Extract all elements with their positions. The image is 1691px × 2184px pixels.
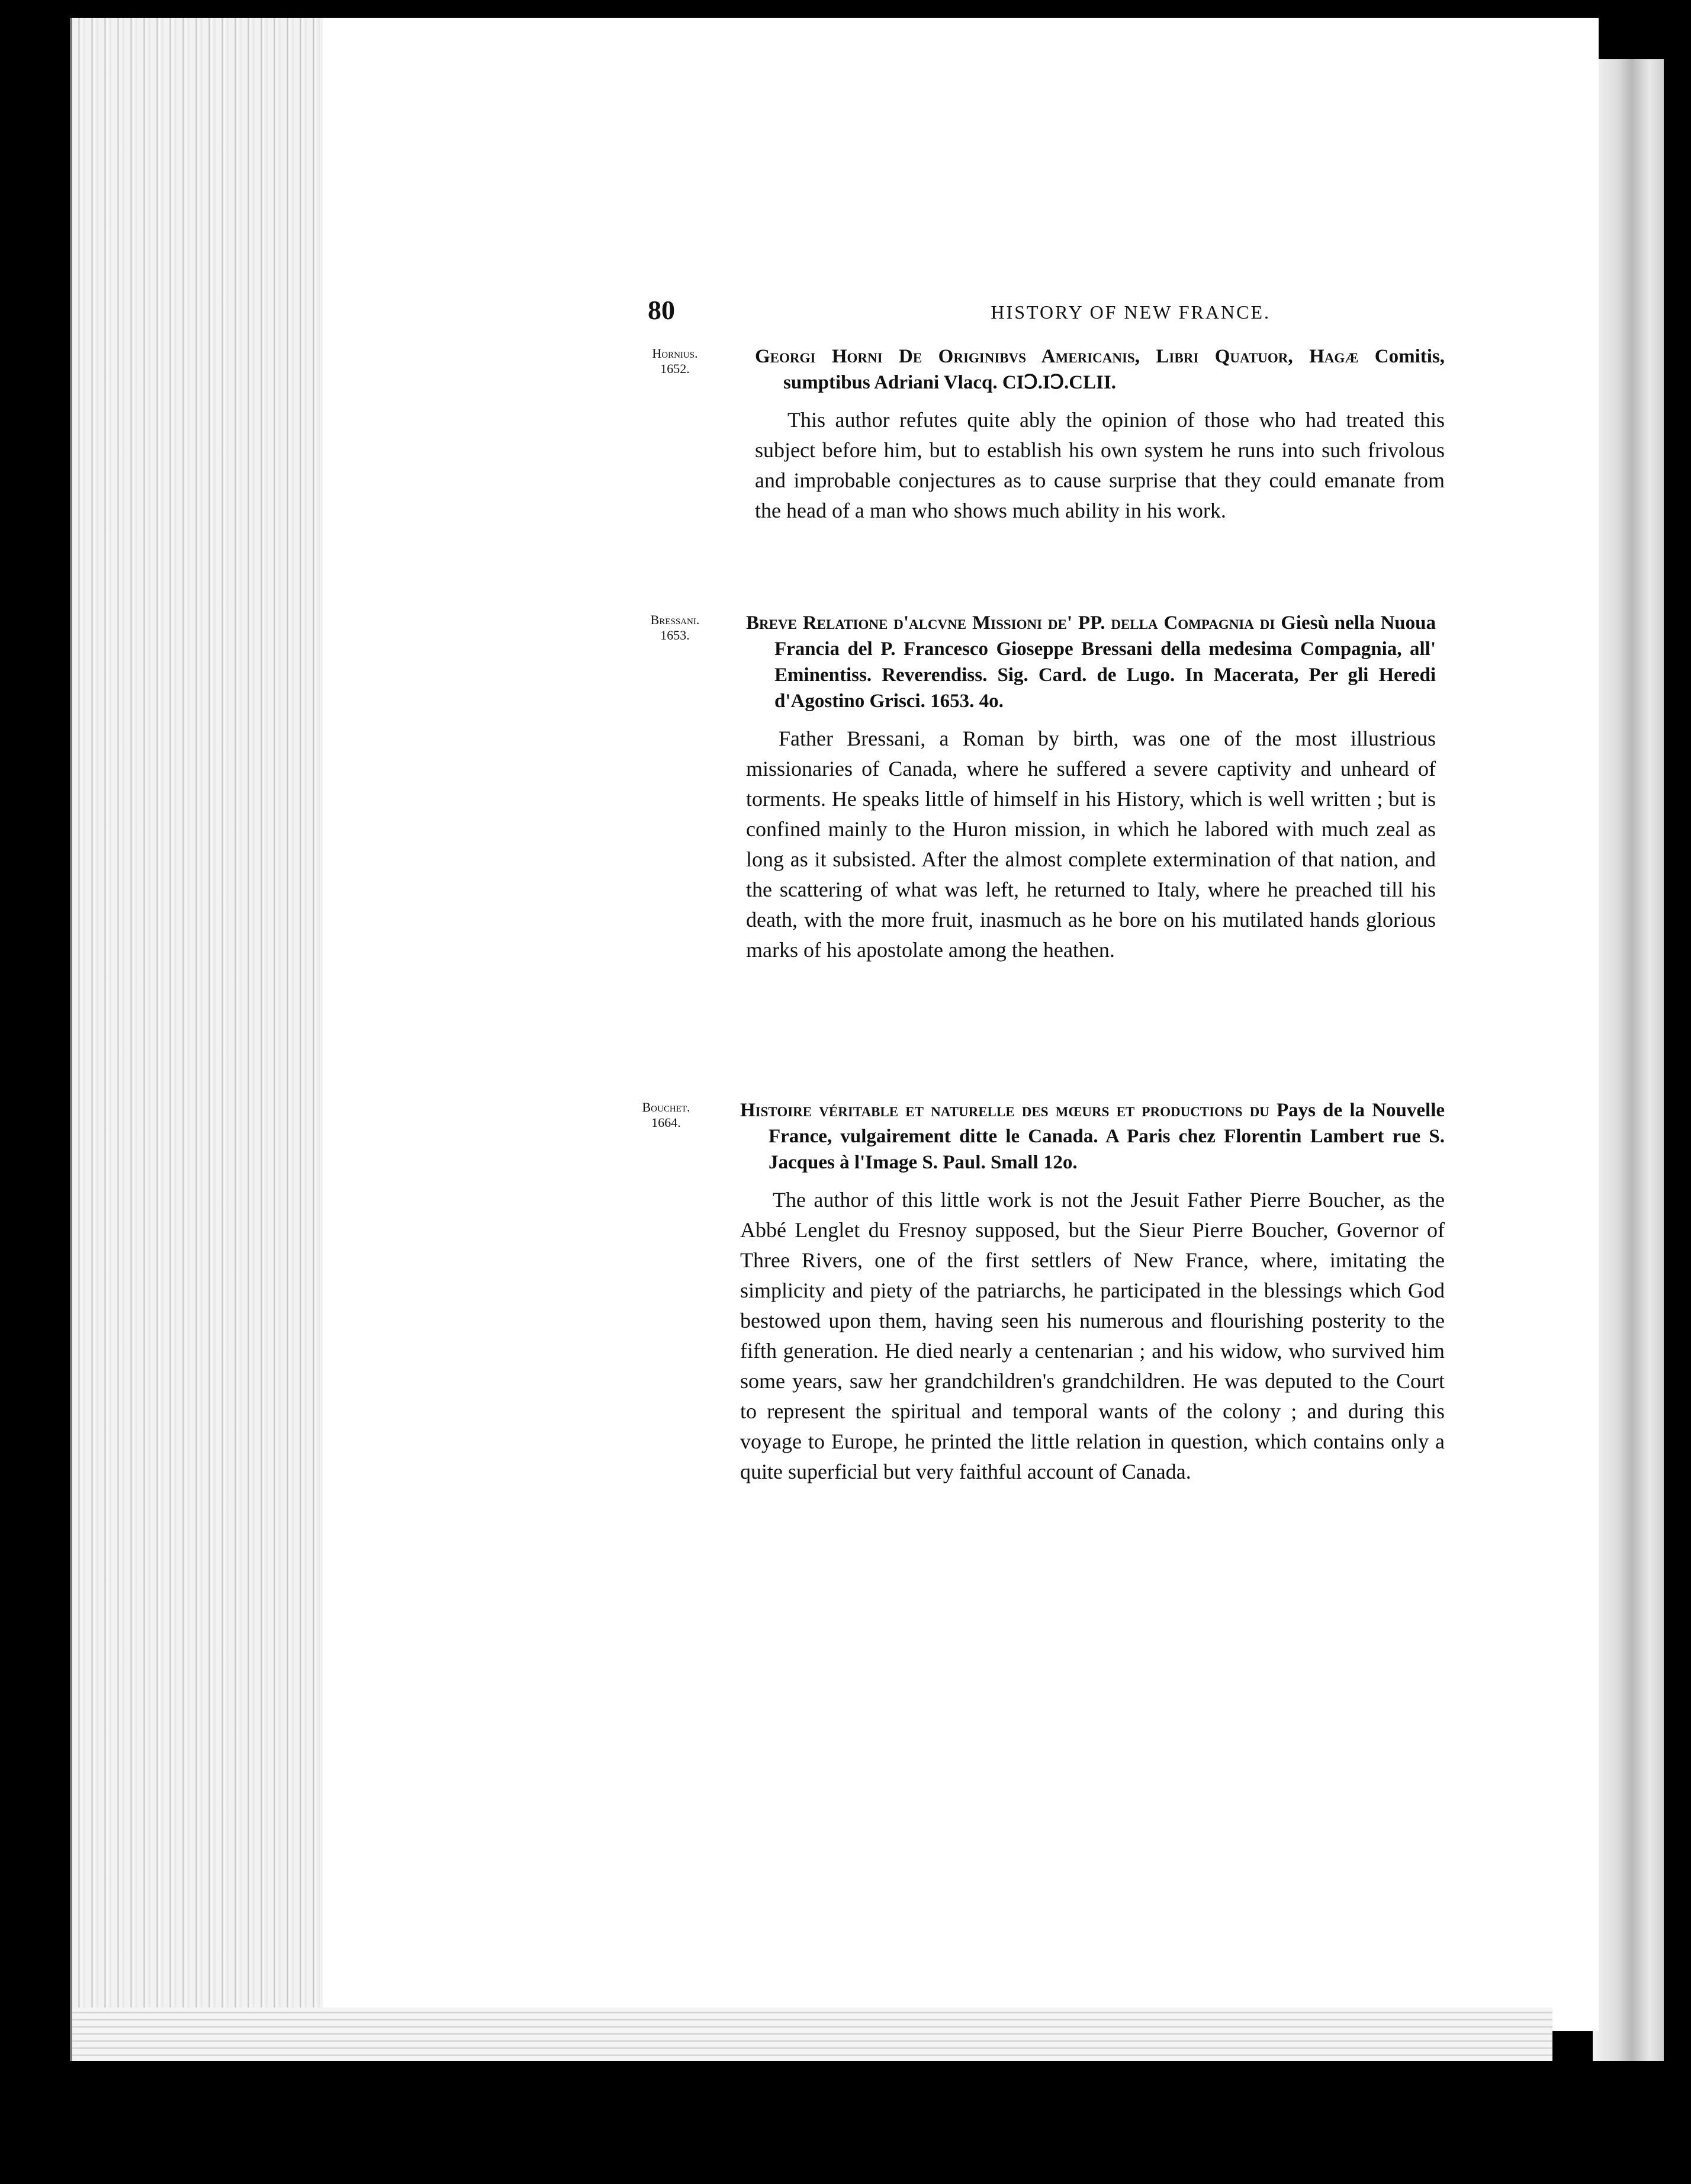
- margin-note: [628, 612, 722, 643]
- binding-shadow: [1593, 59, 1664, 2061]
- citation-details: Pays de la Nouvelle France, vulgairement ditte le Canada. A Paris chez Florentin Lambert rue S. Jacques à l'Image S. Paul. Small 12o.: [769, 1100, 1445, 1173]
- margin-year: 1653.: [660, 628, 690, 643]
- margin-year: 1664.: [651, 1115, 681, 1130]
- citation-details: Giesù nella Nuoua Francia del P. Francesco Gioseppe Bressani della medesima Compagnia, all' Eminentiss. Reverendiss. Sig. Card. de Lugo. In Macerata, Per gli Heredi d'Agostino Grisci. 1653. 4o.: [774, 612, 1436, 712]
- entry-text: Father Bressani, a Roman by birth, was one of the most illustrious missionaries of Canada, where he suffered a severe captivity and unheard of torments. He speaks little of himself in his History, which is well written ; but is confined mainly to the Huron mission, in which he labored with much zeal as long as it subsisted. After the almost complete extermination of that nation, and the scattering of what was left, he returned to Italy, where he preached till his death, with the more fruit, inasmuch as he bore on his mutilated hands glorious marks of his apostolate among the heathen.: [746, 727, 1436, 962]
- margin-year: 1652.: [660, 361, 690, 376]
- margin-note: [619, 1100, 713, 1130]
- page-stack-edges: [70, 18, 351, 2061]
- citation: [740, 1097, 1445, 1175]
- citation-title: Histoire véritable et naturelle des mœurs et productions du: [740, 1100, 1269, 1121]
- margin-author: Hornius.: [652, 346, 698, 361]
- entry-body: [755, 343, 1445, 526]
- margin-note: [628, 346, 722, 377]
- page-header: [648, 294, 1271, 330]
- citation-details: Comitis, sumptibus Adriani Vlacq. CIↃ.IↃ.CLII.: [783, 346, 1445, 393]
- running-head: HISTORY OF NEW FRANCE.: [991, 301, 1271, 323]
- page-number: 80: [648, 295, 675, 325]
- margin-author: Bressani.: [650, 612, 700, 627]
- entry-text: This author refutes quite ably the opinion of those who had treated this subject before him, but to establish his own system he runs into such frivolous and improbable conjectures as to cause surprise that they could emanate from the head of a man who shows much ability in his work.: [755, 408, 1445, 522]
- entry-text: The author of this little work is not the Jesuit Father Pierre Boucher, as the Abbé Lenglet du Fresnoy supposed, but the Sieur Pierre Boucher, Governor of Three Rivers, one of the first settlers of New France, where, imitating the simplicity and piety of the patriarchs, he participated in the blessings which God bestowed upon them, having seen his numerous and flourishing posterity to the fifth generation. He died nearly a centenarian ; and his widow, who survived him some years, saw her grandchildren's grandchildren. He was deputed to the Court to represent the spiritual and temporal wants of the colony ; and during this voyage to Europe, he printed the little relation in question, which contains only a quite superficial but very faithful account of Canada.: [740, 1188, 1445, 1483]
- citation: [755, 343, 1445, 396]
- entry-body: [740, 1097, 1445, 1487]
- page-stack-bottom: [70, 2008, 1552, 2061]
- citation-title: Breve Relatione d'alcvne Missioni de' PP. della Compagnia di: [746, 612, 1275, 634]
- margin-author: Bouchet.: [642, 1100, 690, 1115]
- entry-body: [746, 610, 1436, 965]
- citation: [746, 610, 1436, 714]
- citation-title: Georgi Horni De Originibvs Americanis, Libri Quatuor, Hagæ: [755, 346, 1359, 367]
